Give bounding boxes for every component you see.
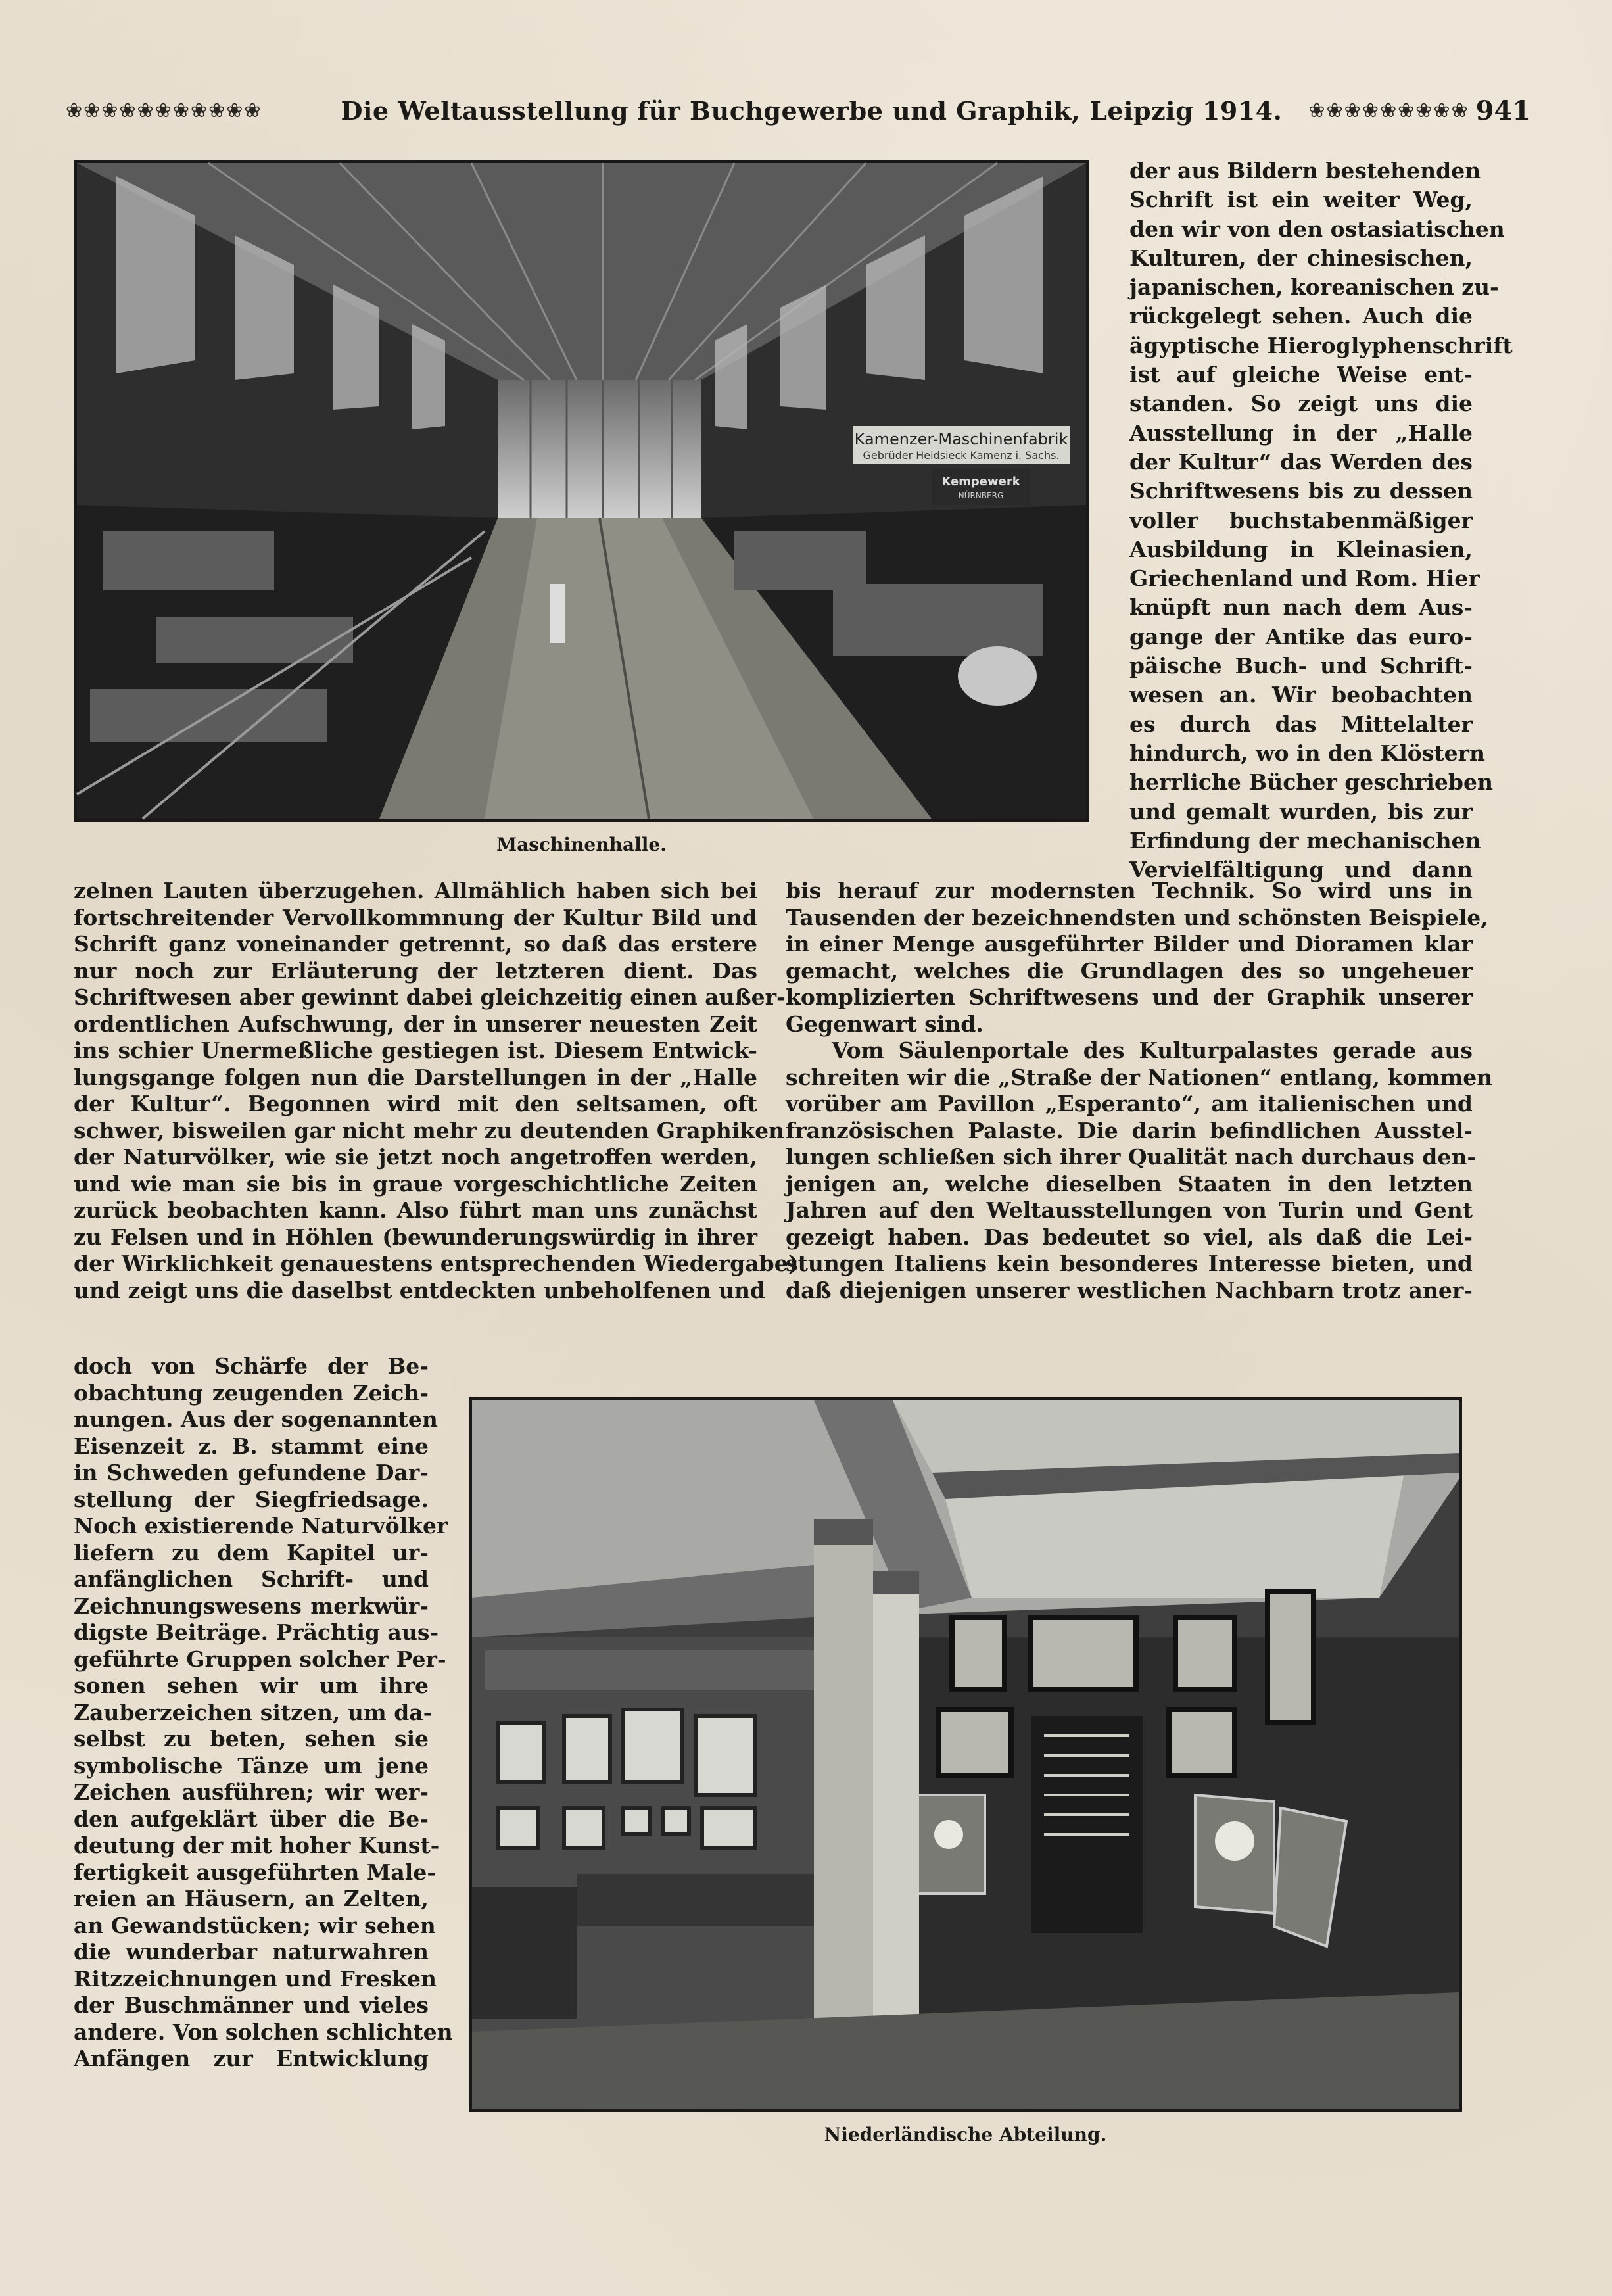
text-line: Vervielfältigung und dann	[1129, 857, 1473, 883]
text-line: jenigen an, welche dieselben Staaten in den letzten	[786, 1170, 1473, 1197]
sign-kempewerk: Kempewerk	[941, 475, 1020, 489]
text-line: wesen an. Wir beobachten	[1129, 682, 1473, 708]
text-line: es durch das Mittelalter	[1129, 711, 1473, 737]
text-line: zu Felsen und in Höhlen (bewunderungswürdig in ihrer	[74, 1224, 757, 1250]
photo-niederlaendische-abteilung	[469, 1397, 1462, 2112]
text-line: symbolische Tänze um jene	[74, 1752, 429, 1779]
caption-niederlaendische-abteilung: Niederländische Abteilung.	[824, 2124, 1107, 2145]
photo-maschinenhalle	[74, 160, 1089, 822]
text-line: den wir von den ostasiatischen	[1129, 216, 1505, 242]
text-line: gemacht, welches die Grundlagen des so ungeheuer	[786, 957, 1473, 984]
text-line: päische Buch- und Schrift-	[1129, 653, 1473, 679]
text-line: der Buschmänner und vieles	[74, 1992, 429, 2018]
text-line: ordentlichen Aufschwung, der in unserer neuesten Zeit	[74, 1011, 757, 1037]
text-line: digste Beiträge. Prächtig aus-	[74, 1619, 439, 1645]
text-line: und zeigt uns die daselbst entdeckten unbeholfenen und	[74, 1277, 766, 1303]
text-line: Schriftwesen aber gewinnt dabei gleichzeitig einen außer-	[74, 984, 786, 1010]
text-line: doch von Schärfe der Be-	[74, 1353, 429, 1379]
text-line: japanischen, koreanischen zu-	[1129, 274, 1499, 300]
text-line: der Naturvölker, wie sie jetzt noch angetroffen werden,	[74, 1144, 757, 1170]
text-line: zelnen Lauten überzugehen. Allmählich haben sich bei	[74, 878, 757, 903]
text-line: Griechenland und Rom. Hier	[1129, 565, 1480, 592]
text-line: andere. Von solchen schlichten	[74, 2019, 453, 2045]
text-line: ist auf gleiche Weise ent-	[1129, 362, 1473, 388]
text-line: gange der Antike das euro-	[1129, 623, 1473, 650]
text-line: Eisenzeit z. B. stammt eine	[74, 1433, 429, 1459]
text-line: nungen. Aus der sogenannten	[74, 1406, 438, 1432]
text-line: Schriftwesens bis zu dessen	[1129, 478, 1473, 504]
text-line: selbst zu beten, sehen sie	[74, 1726, 429, 1752]
text-line: komplizierten Schriftwesens und der Graphik unserer	[786, 984, 1473, 1010]
text-line: stungen Italiens kein besonderes Interesse bieten, und	[786, 1251, 1473, 1276]
text-line: und wie man sie bis in graue vorgeschichtliche Zeiten	[74, 1170, 757, 1197]
text-line: an Gewandstücken; wir sehen	[74, 1912, 436, 1938]
text-line: gezeigt haben. Das bedeutet so viel, als daß die Lei-	[786, 1224, 1473, 1250]
text-line: Ritzzeichnungen und Fresken	[74, 1965, 437, 1992]
text-line: deutung der mit hoher Kunst-	[74, 1832, 440, 1858]
text-line: fortschreitender Vervollkommnung der Kultur Bild und	[74, 904, 757, 930]
text-column-bottom-left	[74, 1353, 453, 2072]
ornament-border-right: ❀❀❀❀❀❀❀❀❀	[1308, 99, 1469, 122]
running-title: Die Weltausstellung für Buchgewerbe und Graphik, Leipzig 1914.	[341, 95, 1283, 126]
caption-maschinenhalle: Maschinenhalle.	[496, 834, 667, 855]
text-line: vorüber am Pavillon „Esperanto“, am italienischen und	[786, 1091, 1473, 1116]
text-line: anfänglichen Schrift- und	[74, 1566, 429, 1592]
text-line: Anfängen zur Entwicklung	[74, 2045, 429, 2071]
text-line: zurück beobachten kann. Also führt man uns zunächst	[74, 1197, 757, 1223]
text-line: Gegenwart sind.	[786, 1011, 984, 1037]
text-line: schwer, bisweilen gar nicht mehr zu deutenden Graphiken	[74, 1117, 785, 1143]
text-line: der Kultur“. Begonnen wird mit den seltsamen, oft	[74, 1091, 757, 1116]
text-line: Ausbildung in Kleinasien,	[1129, 536, 1473, 562]
text-line: daß diejenigen unserer westlichen Nachbarn trotz aner-	[786, 1277, 1473, 1303]
text-line: reien an Häusern, an Zelten,	[74, 1886, 429, 1911]
page-number: 941	[1475, 95, 1531, 126]
text-column-middle-right	[786, 878, 1493, 1304]
text-line: in Schweden gefundene Dar-	[74, 1460, 429, 1485]
running-header	[66, 92, 1531, 129]
text-line: Noch existierende Naturvölker	[74, 1513, 448, 1539]
text-line: ägyptische Hieroglyphenschrift	[1129, 332, 1513, 358]
text-line: knüpft nun nach dem Aus-	[1129, 594, 1473, 621]
text-line: fertigkeit ausgeführten Male-	[74, 1859, 437, 1885]
sign-nuernberg: NÜRNBERG	[958, 491, 1004, 500]
text-line: stellung der Siegfriedsage.	[74, 1486, 429, 1512]
text-column-top-right	[1129, 156, 1513, 884]
text-line: nur noch zur Erläuterung der letzteren dient. Das	[74, 957, 757, 984]
text-line: Vom Säulenportale des Kulturpalastes gerade aus	[832, 1038, 1473, 1063]
ornament-border-left: ❀❀❀❀❀❀❀❀❀❀❀	[66, 99, 262, 122]
text-line: französischen Palaste. Die darin befindlichen Ausstel-	[786, 1117, 1473, 1143]
machine-hall-photo-illustration	[77, 163, 1086, 819]
text-line: die wunderbar naturwahren	[74, 1939, 429, 1965]
text-line: Kulturen, der chinesischen,	[1129, 245, 1473, 271]
text-line: der Wirklichkeit genauestens entsprechenden Wiedergabe)	[74, 1251, 799, 1276]
text-line: Schrift ganz voneinander getrennt, so daß das erstere	[74, 931, 757, 957]
text-line: Erfindung der mechanischen	[1129, 827, 1481, 853]
text-line: Tausenden der bezeichnendsten und schönsten Beispiele,	[786, 904, 1488, 930]
text-line: ins schier Unermeßliche gestiegen ist. Diesem Entwick-	[74, 1038, 757, 1063]
text-line: bis herauf zur modernsten Technik. So wird uns in	[786, 878, 1473, 903]
text-line: lungsgange folgen nun die Darstellungen in der „Halle	[74, 1064, 757, 1090]
dutch-section-photo-illustration	[472, 1400, 1459, 2109]
text-line: standen. So zeigt uns die	[1129, 391, 1473, 417]
text-line: obachtung zeugenden Zeich-	[74, 1379, 429, 1406]
text-line: Jahren auf den Weltausstellungen von Turin und Gent	[786, 1197, 1473, 1223]
text-line: liefern zu dem Kapitel ur-	[74, 1539, 429, 1566]
text-line: der Kultur“ das Werden des	[1129, 448, 1473, 475]
text-line: den aufgeklärt über die Be-	[74, 1806, 429, 1832]
text-line: Schrift ist ein weiter Weg,	[1129, 187, 1473, 213]
text-line: geführte Gruppen solcher Per-	[74, 1646, 446, 1672]
text-line: Zeichen ausführen; wir wer-	[74, 1779, 429, 1805]
text-line: Zeichnungswesens merkwür-	[74, 1592, 429, 1619]
text-line: hindurch, wo in den Klöstern	[1129, 740, 1485, 766]
text-line: Ausstellung in der „Halle	[1129, 419, 1473, 446]
text-line: voller buchstabenmäßiger	[1129, 507, 1473, 533]
text-column-middle-left	[74, 878, 799, 1304]
text-line: schreiten wir die „Straße der Nationen“ entlang, kommen	[786, 1064, 1493, 1090]
text-line: herrliche Bücher geschrieben	[1129, 769, 1493, 796]
text-line: rückgelegt sehen. Auch die	[1129, 303, 1473, 329]
text-line: in einer Menge ausgeführter Bilder und Dioramen klar	[786, 931, 1473, 957]
text-line: sonen sehen wir um ihre	[74, 1673, 429, 1698]
text-line: der aus Bildern bestehenden	[1129, 158, 1481, 183]
text-line: und gemalt wurden, bis zur	[1129, 798, 1473, 825]
sign-kamenzer: Kamenzer-Maschinenfabrik	[854, 430, 1068, 448]
sign-heidsieck: Gebrüder Heidsieck Kamenz i. Sachs.	[863, 449, 1060, 462]
text-line: Zauberzeichen sitzen, um da-	[74, 1699, 433, 1725]
text-line: lungen schließen sich ihrer Qualität nach durchaus den-	[786, 1144, 1477, 1170]
